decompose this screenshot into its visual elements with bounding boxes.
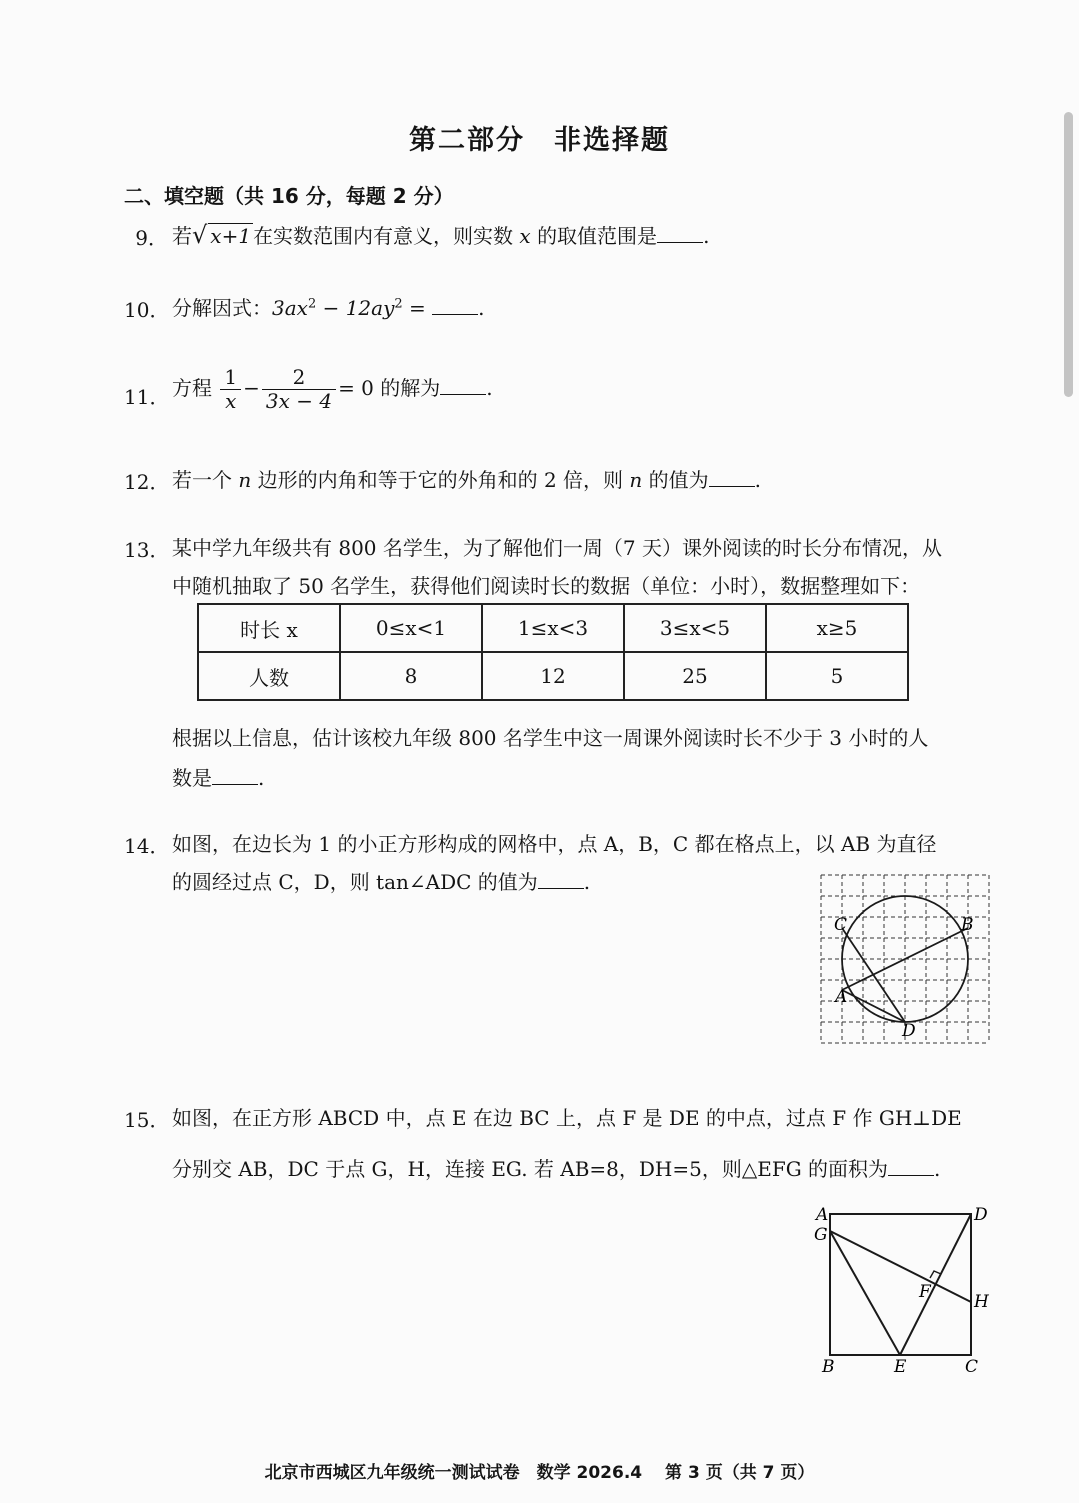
point-label: B <box>822 1357 835 1377</box>
point-label: B <box>961 915 974 935</box>
point-label: A <box>816 1205 829 1225</box>
answer-blank <box>888 1157 934 1176</box>
question-number: 14． <box>124 834 170 858</box>
table-cell: 1≤x<3 <box>482 604 624 652</box>
table-cell: 25 <box>624 652 766 700</box>
point-label: H <box>974 1292 989 1312</box>
radicand: x+1 <box>210 224 252 248</box>
question-number: 9． <box>135 226 168 250</box>
point-label: F <box>919 1282 931 1302</box>
point-label: C <box>965 1357 979 1377</box>
square-figure <box>808 1198 998 1378</box>
fraction: $\frac{1}{x}$ <box>220 366 241 413</box>
table-cell: 8 <box>340 652 482 700</box>
table-cell: 5 <box>766 652 908 700</box>
table-row <box>198 652 908 700</box>
fraction: $\frac{2}{3x - 4}$ <box>262 366 336 413</box>
answer-blank <box>212 766 258 785</box>
question-number: 15． <box>124 1108 170 1132</box>
grid-circle-figure <box>818 872 994 1048</box>
section-heading: 二、填空题（共 16 分，每题 2 分） <box>124 184 454 208</box>
page-footer: 北京市西城区九年级统一测试试卷 数学 2026.4 第 3 页（共 7 页） <box>264 1463 815 1483</box>
table-cell: 3≤x<5 <box>624 604 766 652</box>
table-cell: 人数 <box>198 652 340 700</box>
answer-blank <box>709 468 755 487</box>
point-label: D <box>974 1205 988 1225</box>
question-number: 11． <box>124 385 170 409</box>
page-title: 第二部分 非选择题 <box>409 125 670 156</box>
table-cell: x≥5 <box>766 604 908 652</box>
point-label: C <box>834 915 848 935</box>
table-header-row <box>198 604 908 652</box>
table-cell: 12 <box>482 652 624 700</box>
point-label: A <box>835 987 848 1007</box>
question-number: 12． <box>124 470 170 494</box>
answer-blank <box>538 870 584 889</box>
question-number: 10． <box>124 298 170 322</box>
table-cell: 0≤x<1 <box>340 604 482 652</box>
table-cell: 时长 x <box>198 604 340 652</box>
point-label: E <box>894 1357 907 1377</box>
point-label: D <box>902 1021 916 1041</box>
answer-blank <box>432 296 478 315</box>
reading-time-table <box>197 603 909 701</box>
point-label: G <box>814 1225 828 1245</box>
question-number: 13． <box>124 538 170 562</box>
answer-blank <box>440 376 486 395</box>
answer-blank <box>657 224 703 243</box>
scrollbar-thumb[interactable] <box>1064 112 1073 397</box>
